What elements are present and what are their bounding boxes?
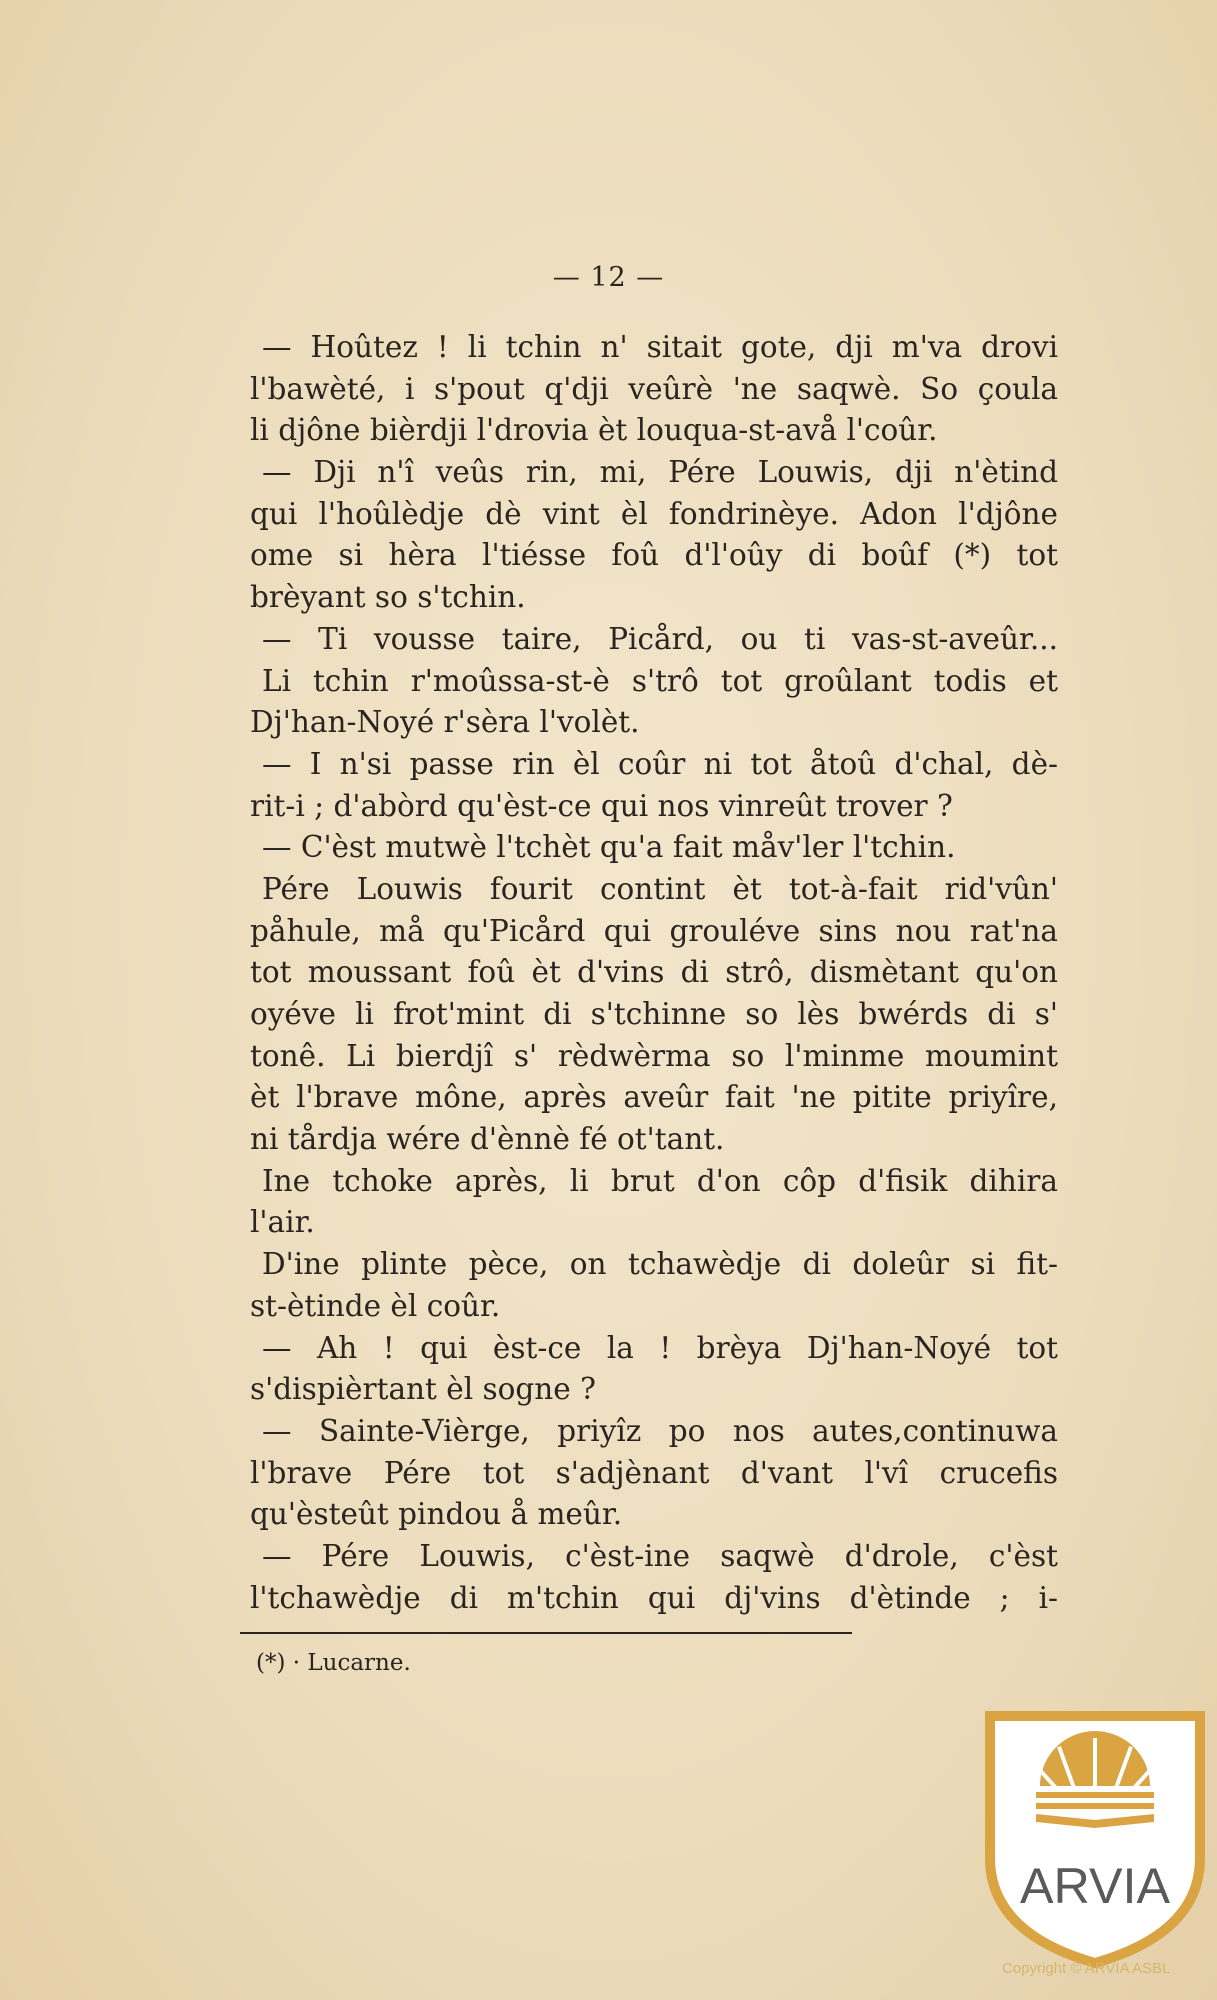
text-line: — C'èst mutwè l'tchèt qu'a fait måv'ler l'tchin. — [262, 830, 956, 865]
text-line: — Dji n'î veûs rin, mi, Pére Louwis, dji n'ètind — [262, 455, 1058, 490]
text-line: Pére Louwis fourit contint èt tot-à-fait rid'vûn' — [262, 871, 1058, 906]
text-line: Ine tchoke après, li brut d'on côp d'fisik dihira — [262, 1163, 1058, 1198]
text-line: qui l'hoûlèdje dè vint èl fondrinèye. Adon l'djône — [250, 496, 1058, 531]
text-line: s'dispièrtant èl sogne ? — [250, 1372, 596, 1407]
text-line: èt l'brave mône, après aveûr fait 'ne pitite priyîre, — [250, 1080, 1058, 1115]
text-line: — Sainte-Vièrge, priyîz po nos autes,continuwa — [262, 1413, 1058, 1448]
text-line: Li tchin r'moûssa-st-è s'trô tot groûlant todis et — [262, 663, 1058, 698]
page-number: — 12 — — [552, 262, 665, 293]
text-line: påhule, må qu'Picård qui grouléve sins nou rat'na — [250, 913, 1058, 948]
copyright-notice: Copyright © ARVIA ASBL — [1002, 1960, 1171, 1977]
text-line: st-ètinde èl coûr. — [250, 1288, 501, 1323]
text-line: — Pére Louwis, c'èst-ine saqwè d'drole, c'èst — [262, 1538, 1058, 1573]
logo-text: ARVIA — [1020, 1858, 1171, 1914]
text-line: brèyant so s'tchin. — [250, 580, 526, 615]
text-line: qu'èsteût pindou å meûr. — [250, 1497, 623, 1532]
footnote-rule — [240, 1632, 852, 1634]
arvia-logo — [978, 1708, 1212, 1968]
text-line: D'ine plinte pèce, on tchawèdje di doleûr si fit- — [262, 1247, 1058, 1282]
text-line: l'tchawèdje di m'tchin qui dj'vins d'ètinde ; i- — [250, 1580, 1058, 1615]
text-line: oyéve li frot'mint di s'tchinne so lès bwérds di s' — [250, 997, 1058, 1031]
text-line: l'bawèté, i s'pout q'dji veûrè 'ne saqwè. So çoula — [250, 371, 1058, 406]
text-line: ome si hèra l'tiésse foû d'l'oûy di boûf (*) tot — [250, 538, 1058, 573]
text-line: tot moussant foû èt d'vins di strô, dismètant qu'on — [250, 955, 1058, 990]
text-line: l'air. — [250, 1205, 315, 1240]
text-line: li djône bièrdji l'drovia èt louqua-st-avå l'coûr. — [250, 413, 938, 448]
text-line: l'brave Pére tot s'adjènant d'vant l'vî crucefis — [250, 1455, 1058, 1490]
text-line: — Ti vousse taire, Picård, ou ti vas-st-aveûr... — [262, 621, 1058, 656]
text-line: — Ah ! qui èst-ce la ! brèya Dj'han-Noyé tot — [262, 1330, 1058, 1365]
text-line: — Hoûtez ! li tchin n' sitait gote, dji m'va drovi — [262, 330, 1058, 364]
text-line: tonê. Li bierdjî s' rèdwèrma so l'minme moumint — [250, 1038, 1058, 1073]
text-line: Dj'han-Noyé r'sèra l'volèt. — [250, 705, 640, 740]
text-line: rit-i ; d'abòrd qu'èst-ce qui nos vinreût trover ? — [250, 788, 953, 823]
footnote: (*) · Lucarne. — [256, 1650, 411, 1676]
body-text — [250, 327, 1058, 1619]
text-line: ni tårdja wére d'ènnè fé ot'tant. — [250, 1122, 725, 1157]
text-line: — I n'si passe rin èl coûr ni tot åtoû d'chal, dè- — [262, 746, 1058, 781]
